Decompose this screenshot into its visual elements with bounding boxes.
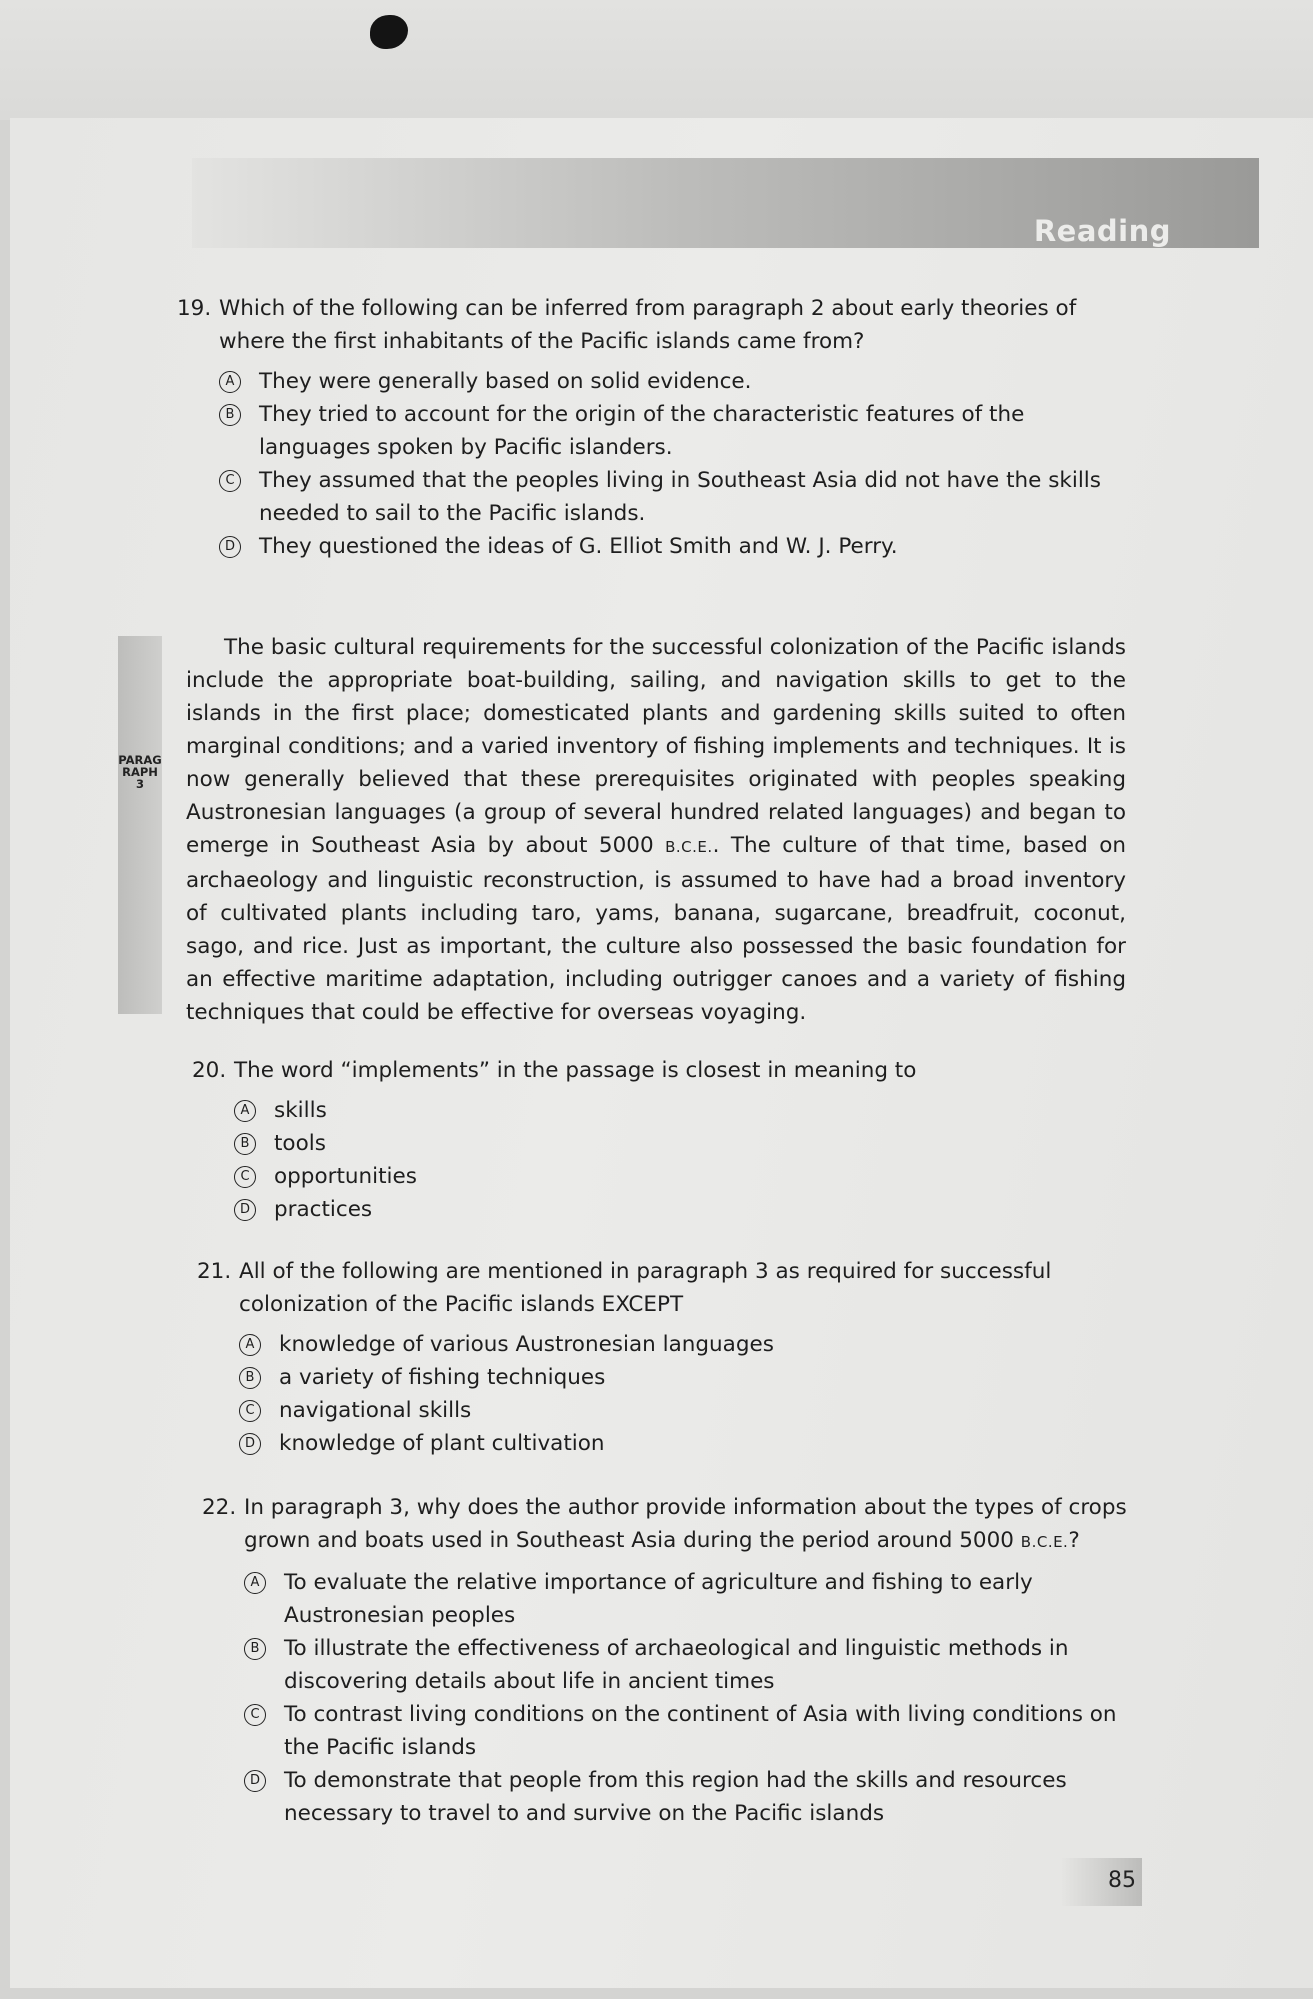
option-letter-circle: D <box>239 1433 261 1455</box>
answer-option-a[interactable] <box>219 365 1117 398</box>
question-stem <box>244 1491 1142 1559</box>
passage-text-before: The basic cultural requirements for the successful colonization of the Pacific islands include the appropriate boat-building, sailing, and navigation skills to get to the islands in the first place; domesticated plants and gardening skills suited to often marginal conditions; and a varied inventory of fishing implements and techniques. It is now generally believed that these prerequisites originated with peoples speaking Austronesian languages (a group of several hundred related languages) and began to emerge in Southeast Asia by about 5000 <box>186 635 1126 858</box>
option-letter-circle: C <box>219 470 241 492</box>
answer-option-d[interactable] <box>239 1427 1137 1460</box>
option-text: opportunities <box>274 1164 417 1189</box>
answer-option-a[interactable] <box>234 1094 1132 1127</box>
question-number: 22. <box>202 1495 237 1520</box>
question-19 <box>177 292 1117 563</box>
passage-paragraph <box>186 631 1126 1029</box>
option-letter-circle: C <box>244 1704 266 1726</box>
reading-passage <box>186 631 1126 1029</box>
section-title: Reading <box>1033 214 1171 248</box>
answer-option-b[interactable] <box>239 1361 1137 1394</box>
option-letter-circle: A <box>239 1334 261 1356</box>
answer-option-b[interactable] <box>219 398 1117 464</box>
question-20 <box>192 1054 1132 1226</box>
option-text: To contrast living conditions on the continent of Asia with living conditions on the Pacific islands <box>284 1702 1117 1760</box>
option-letter-circle: B <box>244 1638 266 1660</box>
passage-text-after: . The culture of that time, based on archaeology and linguistic reconstruction, is assumed to have had a broad inventory of cultivated plants including taro, yams, banana, sugarcane, breadfruit, coconut, sago, and rice. Just as important, the culture also possessed the basic foundation for an effective maritime adaptation, including outrigger canoes and a variety of fishing techniques that could be effective for overseas voyaging. <box>186 833 1126 1025</box>
option-text: practices <box>274 1197 373 1222</box>
option-letter-circle: A <box>219 371 241 393</box>
paragraph-label: PARAGRAPH 3 <box>118 753 162 791</box>
option-letter-circle: B <box>234 1133 256 1155</box>
answer-option-d[interactable] <box>244 1764 1142 1830</box>
option-text: They questioned the ideas of G. Elliot Smith and W. J. Perry. <box>259 534 898 559</box>
option-letter-circle: D <box>219 536 241 558</box>
option-text: knowledge of plant cultivation <box>279 1431 605 1456</box>
option-text: a variety of fishing techniques <box>279 1365 606 1390</box>
option-letter-circle: B <box>219 404 241 426</box>
question-stem: Which of the following can be inferred from paragraph 2 about early theories of where the first inhabitants of the Pacific islands came from? <box>219 296 1077 354</box>
option-text: tools <box>274 1131 326 1156</box>
option-text: They assumed that the peoples living in Southeast Asia did not have the skills needed to sail to the Pacific islands. <box>259 468 1101 526</box>
background-surface <box>0 0 1313 120</box>
option-letter-circle: D <box>234 1199 256 1221</box>
answer-option-c[interactable] <box>234 1160 1132 1193</box>
question-stem-text: In paragraph 3, why does the author provide information about the types of crops grown and boats used in Southeast Asia during the period around 5000 <box>244 1495 1127 1553</box>
question-stem: The word “implements” in the passage is closest in meaning to <box>234 1058 917 1083</box>
answer-options <box>239 1328 1137 1460</box>
answer-option-a[interactable] <box>244 1566 1142 1632</box>
question-number: 20. <box>192 1058 227 1083</box>
question-number: 19. <box>177 296 212 321</box>
option-text: To illustrate the effectiveness of archaeological and linguistic methods in discovering details about life in ancient times <box>284 1636 1069 1694</box>
answer-option-c[interactable] <box>219 464 1117 530</box>
answer-options <box>234 1094 1132 1226</box>
question-stem: All of the following are mentioned in paragraph 3 as required for successful colonization of the Pacific islands EXCEPT <box>239 1259 1052 1317</box>
answer-option-c[interactable] <box>239 1394 1137 1427</box>
option-text: To evaluate the relative importance of agriculture and fishing to early Austronesian peoples <box>284 1570 1033 1628</box>
passage-era: B.C.E. <box>665 838 713 856</box>
option-letter-circle: A <box>244 1572 266 1594</box>
option-letter-circle: C <box>234 1166 256 1188</box>
page-number-box <box>1062 1858 1142 1906</box>
question-number: 21. <box>197 1259 232 1284</box>
paragraph-tab <box>118 636 162 1014</box>
option-text: They tried to account for the origin of the characteristic features of the languages spoken by Pacific islanders. <box>259 402 1025 460</box>
answer-options <box>219 365 1117 563</box>
option-text: They were generally based on solid evidence. <box>259 369 752 394</box>
question-22 <box>202 1491 1142 1830</box>
question-stem-era: B.C.E. <box>1020 1533 1069 1551</box>
option-text: To demonstrate that people from this region had the skills and resources necessary to travel to and survive on the Pacific islands <box>284 1768 1067 1826</box>
option-text: navigational skills <box>279 1398 472 1423</box>
answer-option-d[interactable] <box>234 1193 1132 1226</box>
option-letter-circle: A <box>234 1100 256 1122</box>
page-number: 85 <box>1108 1868 1136 1893</box>
option-letter-circle: D <box>244 1770 266 1792</box>
option-letter-circle: C <box>239 1400 261 1422</box>
answer-option-a[interactable] <box>239 1328 1137 1361</box>
answer-option-b[interactable] <box>234 1127 1132 1160</box>
option-text: skills <box>274 1098 327 1123</box>
question-21 <box>197 1255 1137 1460</box>
answer-options <box>244 1566 1142 1830</box>
answer-option-b[interactable] <box>244 1632 1142 1698</box>
question-stem-end: ? <box>1068 1528 1080 1553</box>
option-letter-circle: B <box>239 1367 261 1389</box>
answer-option-d[interactable] <box>219 530 1117 563</box>
answer-option-c[interactable] <box>244 1698 1142 1764</box>
option-text: knowledge of various Austronesian languages <box>279 1332 774 1357</box>
